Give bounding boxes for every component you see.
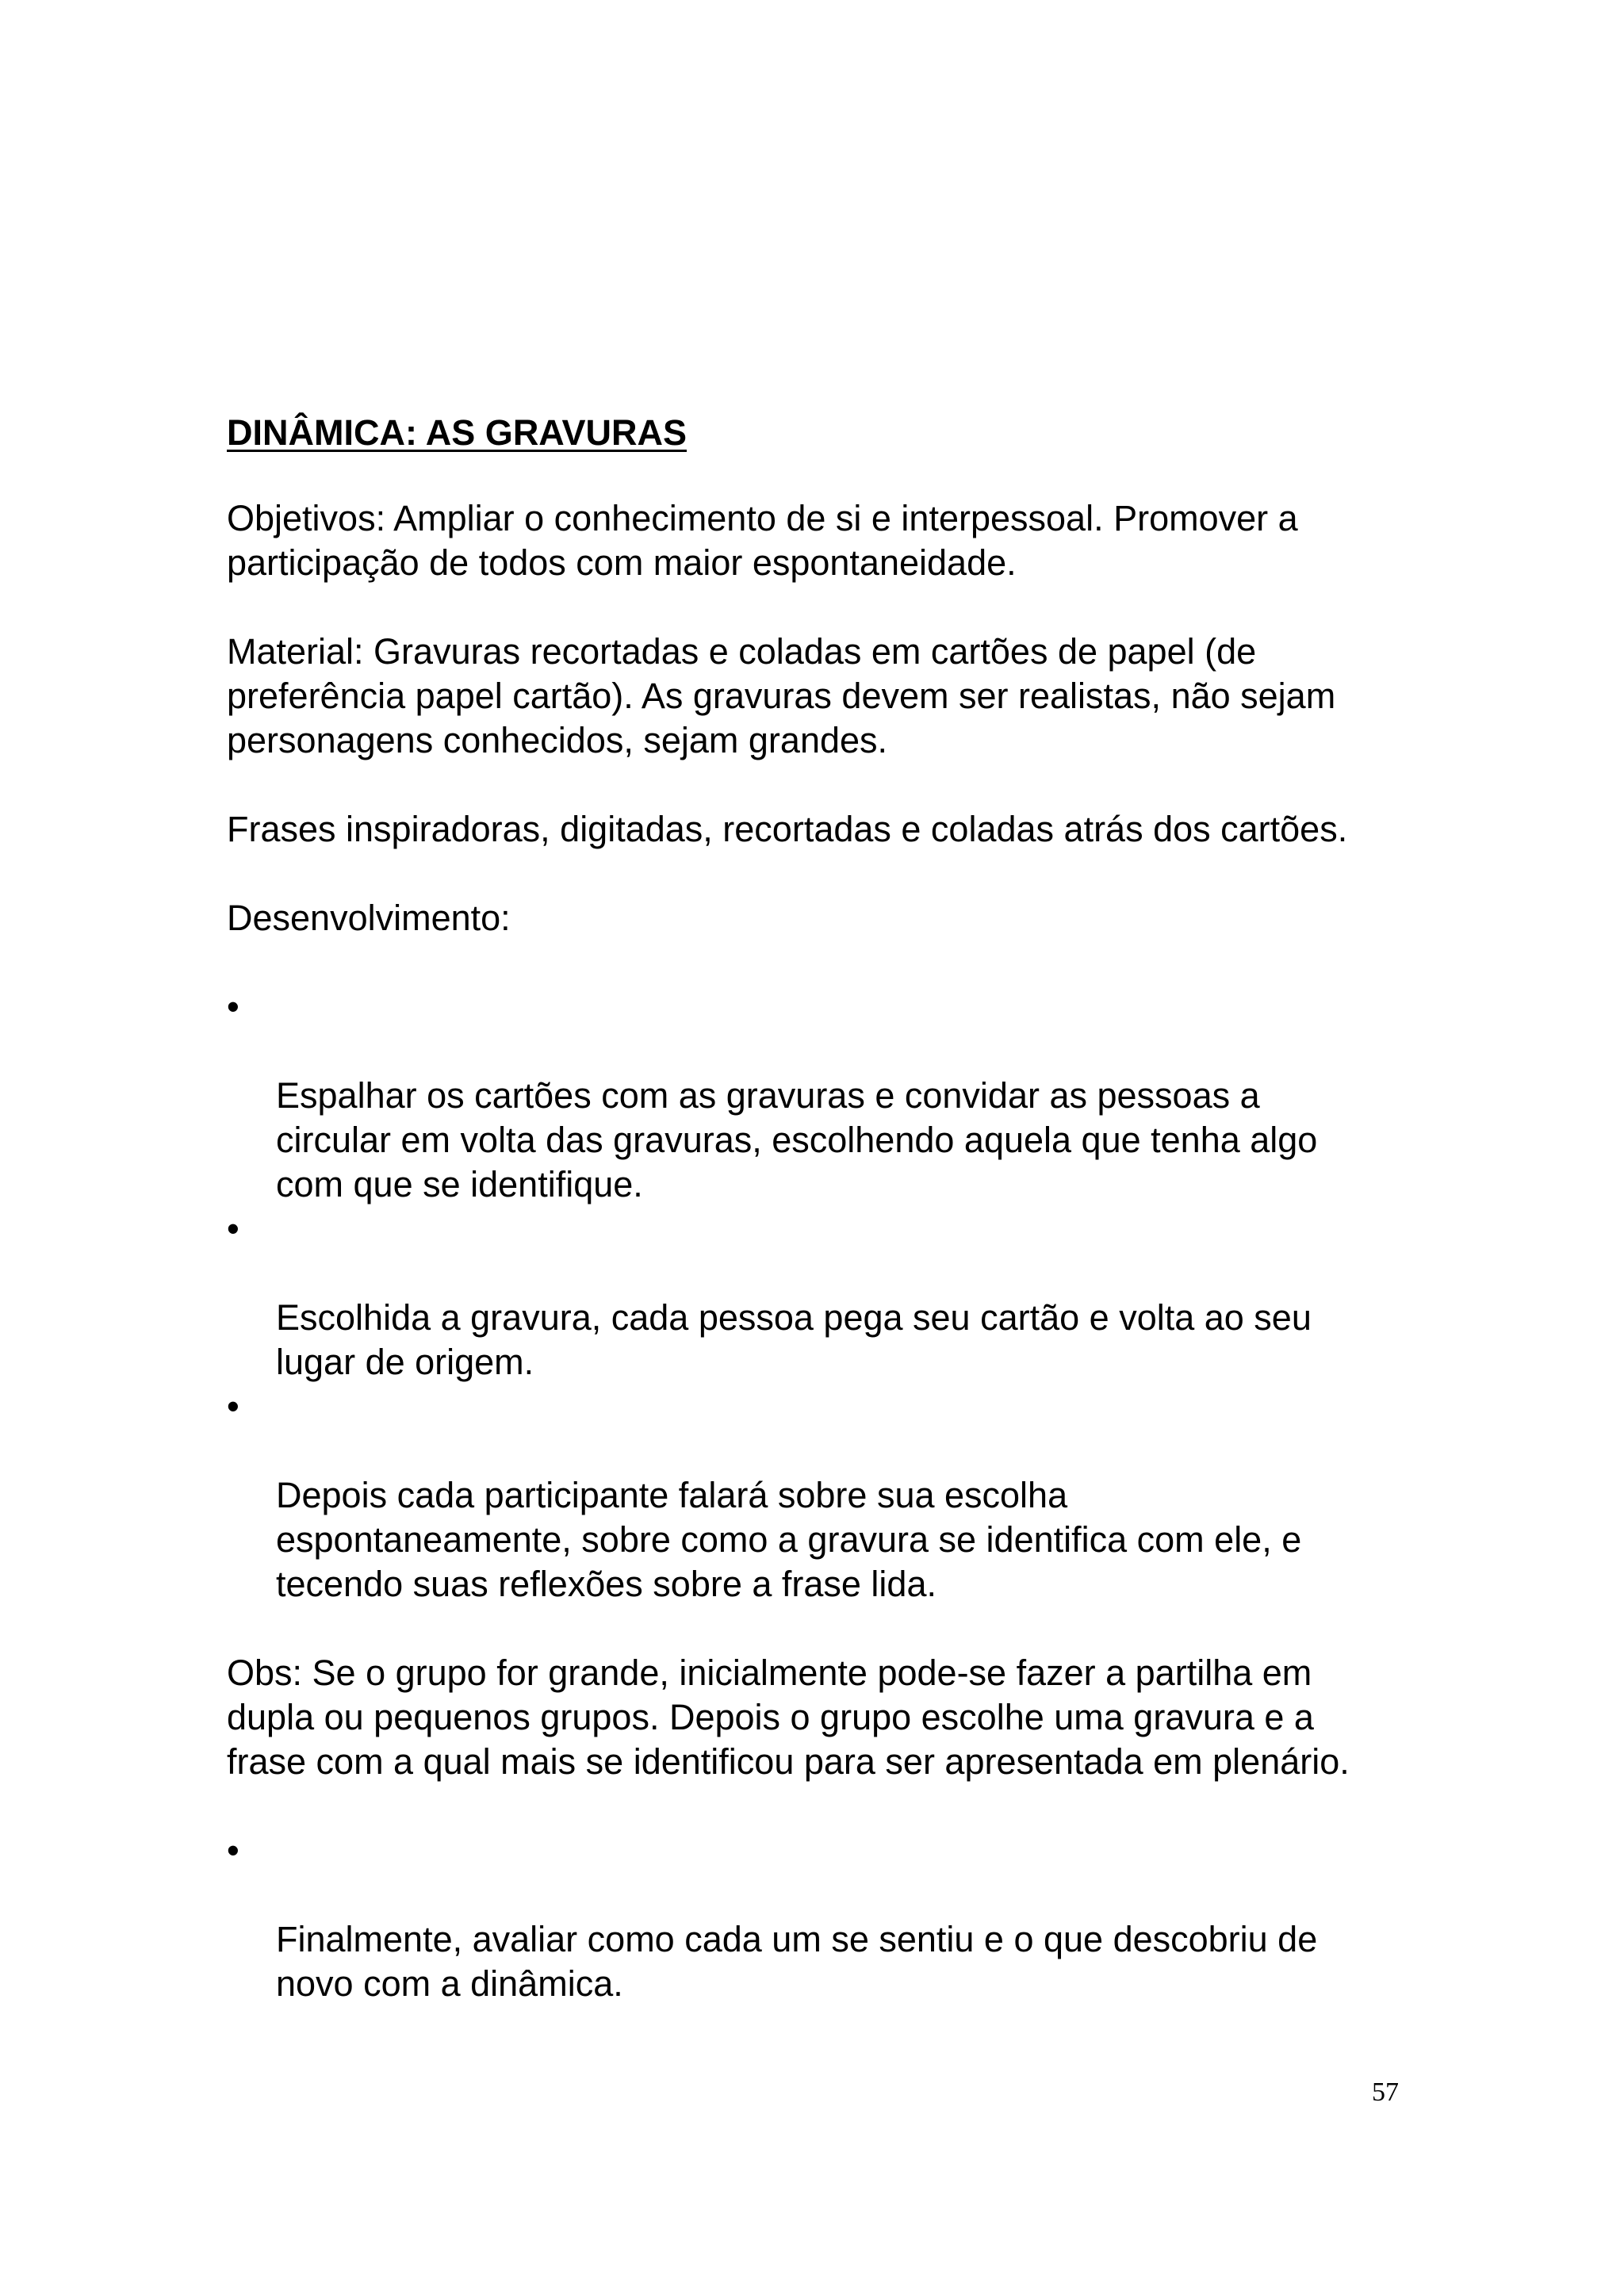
- phrases-paragraph: Frases inspiradoras, digitadas, recortadas e coladas atrás dos cartões.: [227, 809, 1348, 849]
- final-steps-list: [227, 1829, 1416, 2006]
- bullet-icon: •: [227, 986, 239, 1027]
- bullet-icon: •: [227, 1208, 239, 1249]
- step-text: Depois cada participante falará sobre sua escolha espontaneamente, sobre como a gravura se identifica com ele, e tecendo suas reflexões sobre a frase lida.: [276, 1475, 1302, 1604]
- bullet-icon: •: [227, 1386, 239, 1427]
- document-title: DINÂMICA: AS GRAVURAS: [227, 412, 687, 453]
- document-body: [227, 411, 1416, 2051]
- bullet-icon: •: [227, 1830, 239, 1871]
- objectives-paragraph: Objetivos: Ampliar o conhecimento de si e interpessoal. Promover a participação de todos com maior espontaneidade.: [227, 498, 1298, 583]
- development-label: Desenvolvimento:: [227, 898, 511, 938]
- page-number: 57: [1372, 2078, 1399, 2107]
- step-text: Escolhida a gravura, cada pessoa pega seu cartão e volta ao seu lugar de origem.: [276, 1297, 1312, 1382]
- step-text: Espalhar os cartões com as gravuras e convidar as pessoas a circular em volta das gravuras, escolhendo aquela que tenha algo com que se identifique.: [276, 1075, 1318, 1204]
- observation-paragraph: Obs: Se o grupo for grande, inicialmente pode-se fazer a partilha em dupla ou pequenos grupos. Depois o grupo escolhe uma gravura e a frase com a qual mais se identificou para ser apresentada em plenário.: [227, 1653, 1350, 1782]
- development-steps-list: [227, 985, 1416, 1607]
- step-text: Finalmente, avaliar como cada um se sentiu e o que descobriu de novo com a dinâmica.: [276, 1919, 1318, 2004]
- list-item: [227, 985, 1416, 1207]
- list-item: [227, 1829, 1416, 2006]
- list-item: [227, 1384, 1416, 1607]
- material-paragraph: Material: Gravuras recortadas e coladas em cartões de papel (de preferência papel cartão). As gravuras devem ser realistas, não sejam personagens conhecidos, sejam grandes.: [227, 631, 1336, 760]
- list-item: [227, 1207, 1416, 1384]
